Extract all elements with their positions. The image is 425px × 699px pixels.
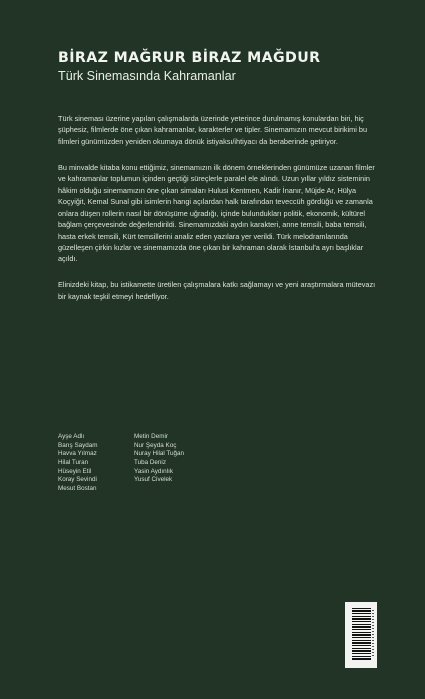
contributor-name: Yasin Aydınlık	[134, 467, 173, 475]
barcode-bars	[352, 608, 371, 660]
barcode-digits	[372, 610, 374, 658]
contributor-name: Nur Şeyda Koç	[134, 441, 177, 449]
contributor-name: Metin Demir	[134, 433, 168, 440]
contributor-name: Havva Yılmaz	[58, 450, 97, 458]
contributors-right-column	[134, 433, 184, 485]
blurb	[58, 113, 376, 317]
contributor-name: Tuba Deniz	[134, 459, 166, 467]
blurb-paragraph: Bu minvalde kitaba konu ettiğimiz, sinemamızın ilk dönem örneklerinden günümüze uzanan filmler ve kahramanlar toplumun içinden geçtiği süreçlerle paralel ele alındı. Uzun yıllar yıldız sisteminin hâkim olduğu sinemamızın öne çıkan simaları Hulusi Kentmen, Kadir İnanır, Müjde Ar, Hülya Koçyiğit, Kemal Sunal gibi isimlerin hangi açılardan halk tarafından teveccüh gördüğü ve zamanla onlara düşen rollerin nasıl bir dönüşüme uğradığı, içinde bulundukları politik, ekonomik, kültürel bağlam çerçevesinde değerlendirildi. Sinemamızdaki aydın karakteri, anne temsili, baba temsili, hasta erkek temsili, Kürt temsillerini analiz eden yazılara yer verildi. Türk melodramlarında güzelleşen çirkin kızlar ve sinemamızda öne çıkan bir kahraman olarak İstanbul'a ayrı başlıklar açıldı.	[58, 162, 375, 264]
contributor-name: Ayşe Adlı	[58, 433, 85, 440]
contributor-name: Hüseyin Etil	[58, 467, 92, 475]
contributor-name: Yusuf Civelek	[134, 476, 173, 484]
contributor-name: Koray Sevindi	[58, 476, 97, 484]
blurb-paragraph: Elinizdeki kitap, bu istikamette üretilen çalışmalara katkı sağlamayı ve yeni araştırmalara mütevazı bir kaynak teşkil etmeyi hedefliyor.	[58, 280, 376, 301]
book-title: BİRAZ MAĞRUR BİRAZ MAĞDUR	[58, 50, 321, 66]
book-subtitle: Türk Sinemasında Kahramanlar	[58, 69, 236, 83]
contributors-left-column	[58, 433, 98, 494]
contributor-name: Mesut Bostan	[58, 485, 97, 493]
blurb-paragraph: Türk sineması üzerine yapılan çalışmalarda üzerinde yeterince durulmamış konulardan biri, hiç şüphesiz, filmlerde öne çıkan kahramanlar, karakterler ve tipler. Sinemamızın mevcut birikimi bu filmleri günümüzden yeniden okumaya dönük istiyaksı/ihtiyacı da beraberinde getiriyor.	[58, 114, 368, 146]
contributor-name: Barış Saydam	[58, 441, 98, 449]
contributor-name: Nuray Hilal Tuğan	[134, 450, 185, 458]
barcode	[345, 602, 377, 668]
contributor-name: Hilal Turan	[58, 459, 89, 467]
